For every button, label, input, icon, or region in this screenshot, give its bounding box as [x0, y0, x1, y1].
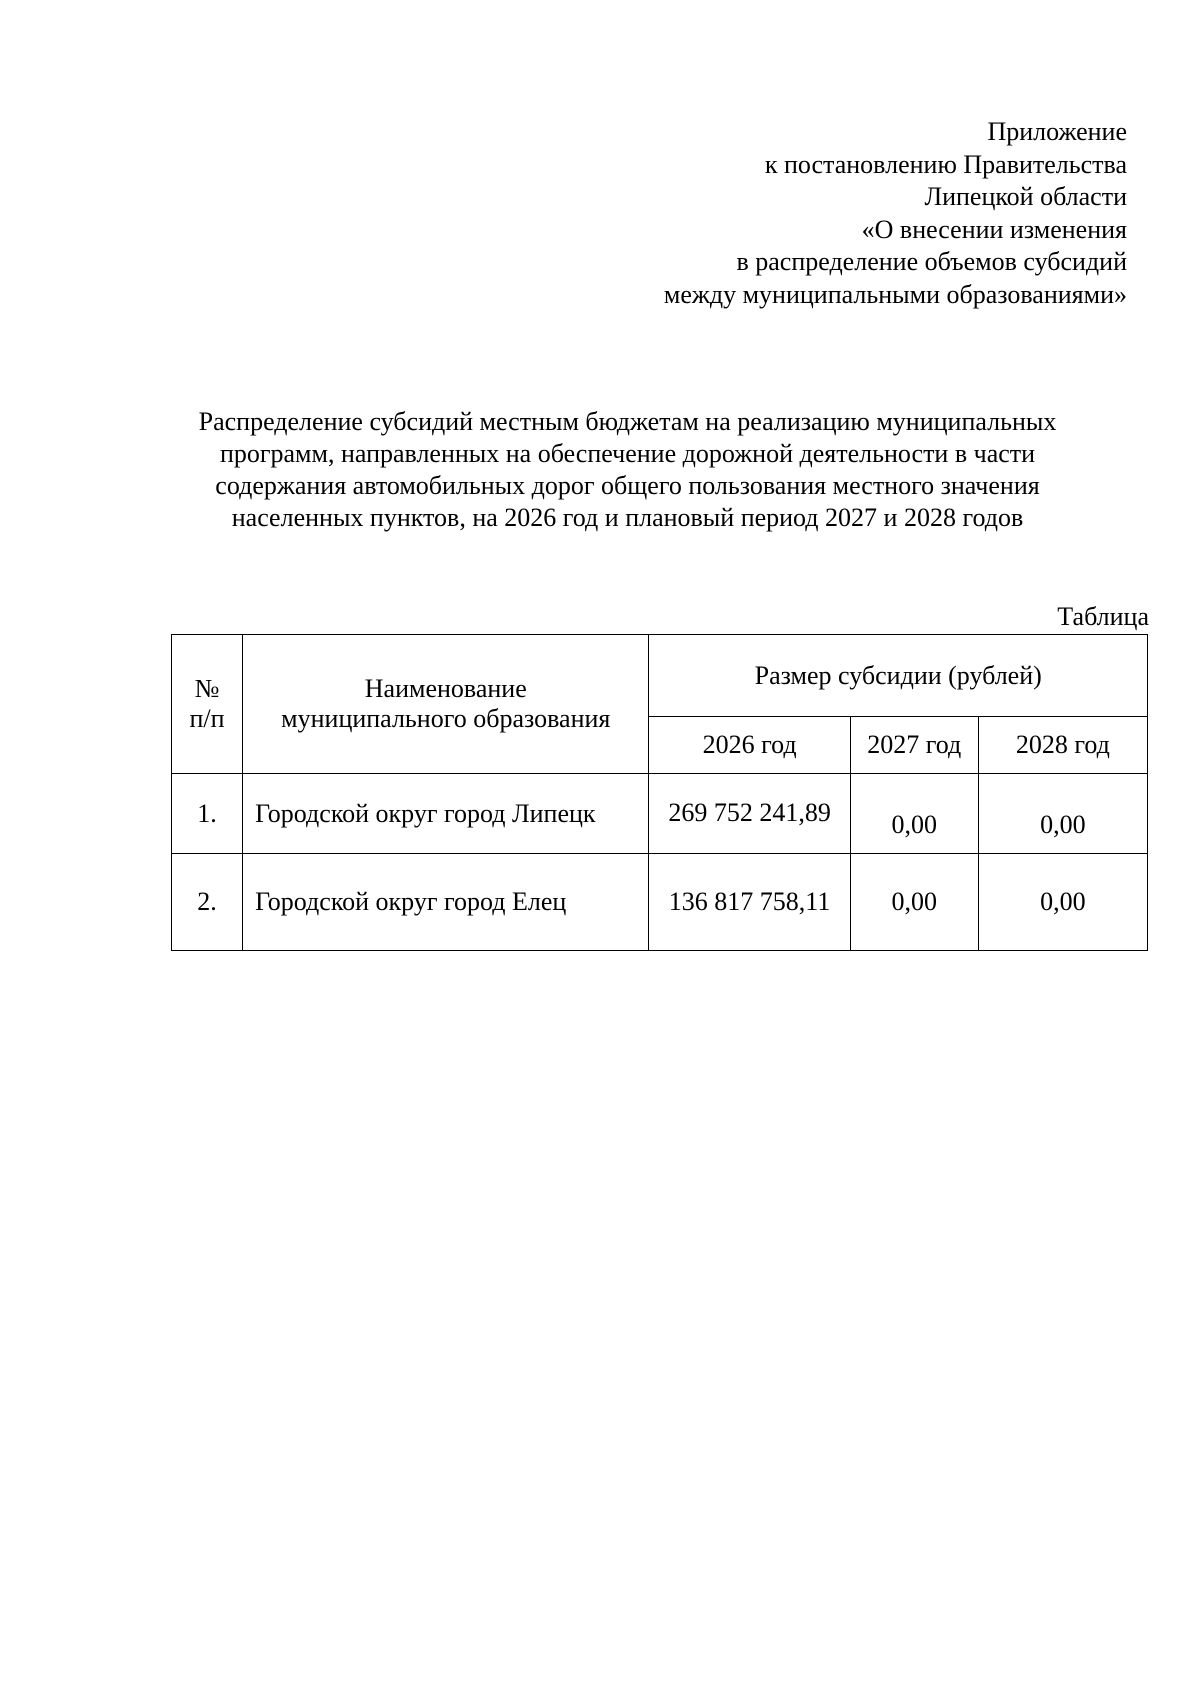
header-year-2028: 2028 год — [978, 717, 1147, 774]
document-title — [160, 406, 1095, 534]
appendix-line: к постановлению Правительства — [764, 149, 1127, 179]
row-municipality: Городской округ город Липецк — [243, 774, 649, 854]
header-number-symbol: № — [194, 674, 220, 703]
appendix-line: Липецкой области — [924, 182, 1127, 211]
appendix-header — [664, 116, 1127, 311]
table-row — [172, 854, 1148, 951]
row-amount-2026: 269 752 241,89 — [649, 774, 850, 854]
row-amount-2027: 0,00 — [850, 854, 978, 951]
title-line: Распределение субсидий местным бюджетам на реализацию муниципальных — [198, 407, 1057, 436]
appendix-line: между муниципальными образованиями» — [663, 279, 1127, 309]
header-year-2026: 2026 год — [649, 717, 850, 774]
title-line: содержания автомобильных дорог общего пользования местного значения — [215, 471, 1040, 500]
row-amount-2026: 136 817 758,11 — [649, 854, 850, 951]
appendix-line: в распределение объемов субсидий — [736, 247, 1127, 276]
appendix-line: Приложение — [987, 117, 1127, 146]
header-number — [172, 635, 243, 774]
table-header-row — [172, 635, 1148, 717]
header-subsidy-size: Размер субсидии (рублей) — [649, 635, 1148, 717]
appendix-line: «О внесении изменения — [861, 214, 1127, 244]
subsidy-table — [171, 634, 1148, 951]
header-municipality-line1: Наименование — [364, 674, 527, 703]
row-number: 1. — [172, 774, 243, 854]
row-number: 2. — [172, 854, 243, 951]
row-municipality: Городской округ город Елец — [243, 854, 649, 951]
row-amount-2027: 0,00 — [850, 774, 978, 854]
header-year-2027: 2027 год — [850, 717, 978, 774]
title-line: населенных пунктов, на 2026 год и плановый период 2027 и 2028 годов — [231, 503, 1024, 532]
header-municipality — [243, 635, 649, 774]
header-municipality-line2: муниципального образования — [281, 704, 611, 733]
row-amount-2028: 0,00 — [978, 854, 1147, 951]
table-row — [172, 774, 1148, 854]
title-line: программ, направленных на обеспечение дорожной деятельности в части — [219, 439, 1036, 468]
row-amount-2028: 0,00 — [978, 774, 1147, 854]
header-number-abbr: п/п — [189, 704, 225, 733]
table-caption: Таблица — [1057, 602, 1149, 631]
